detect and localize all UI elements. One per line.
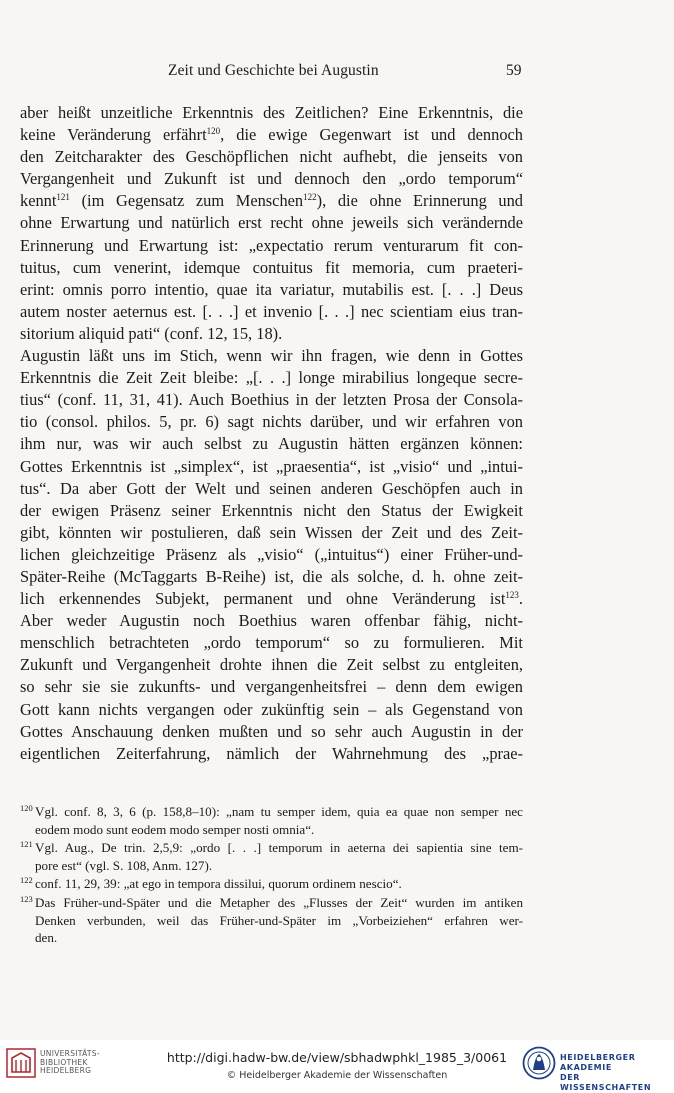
footnote-number: 121 (20, 839, 33, 850)
text-line: Gott kann nichts vergangen oder zukünftig sein – als Gegenstand von (20, 699, 523, 719)
footnote-reference: 120 (206, 126, 221, 137)
text-line: Augustin läßt uns im Stich, wenn wir ihn fragen, wie denn in Gottes (20, 346, 523, 366)
page-number: 59 (506, 62, 522, 79)
footnote-line: pore est“ (vgl. S. 108, Anm. 127). (35, 857, 213, 873)
running-head: Zeit und Geschichte bei Augustin (168, 62, 379, 79)
text-line: erint: omnis porro intentio, quae ita variatur, mutabilis est. [. . .] Deus (20, 279, 523, 299)
footnote-number: 120 (20, 803, 33, 813)
footnote (20, 875, 523, 893)
text-line: gibt, könnten wir postulieren, daß sein Wissen der Zeit und des Zeit- (20, 522, 523, 542)
text-line: Später-Reihe (McTaggarts B-Reihe) ist, die als solche, d. h. ohne zeit- (20, 566, 523, 586)
text-line: so sehr sie sie zukunfts- und vergangenheitsfrei – denn dem ewigen (20, 677, 523, 697)
text-line: sitorium aliquid pati“ (conf. 12, 15, 18). (20, 323, 283, 343)
text-line: tus“. Da aber Gott der Welt und seinen anderen Geschöpfen auch in (20, 478, 523, 498)
academy-seal-icon (522, 1045, 556, 1081)
footnote-reference: 123 (505, 590, 519, 601)
text-line: menschlich betrachteten „ordo temporum“ so zu formulieren. Mit (20, 633, 523, 653)
footnote-reference: 122 (303, 192, 317, 203)
footnote-line: den. (35, 930, 58, 946)
footnote-number: 123 (20, 893, 33, 904)
text-line: Aber weder Augustin noch Boethius waren offenbar fähig, nicht- (20, 611, 523, 631)
text-line: aber heißt unzeitliche Erkenntnis des Zeitlichen? Eine Erkenntnis, die (20, 103, 523, 122)
university-library-logo-text: UNIVERSITÄTS- BIBLIOTHEK HEIDELBERG (40, 1049, 100, 1075)
footnotes (20, 803, 523, 948)
academy-logo-text: HEIDELBERGER AKADEMIE DER WISSENSCHAFTEN (560, 1053, 652, 1092)
text-line: Erinnerung und Erwartung ist: „expectatio rerum venturarum fit con- (20, 235, 523, 255)
footnote-line: Vgl. Aug., De trin. 2,5,9: „ordo [. . .] temporum in aeterna dei sapientia sine tem- (35, 840, 523, 856)
text-line: ohne Erwartung und natürlich erst recht ohne jeweils sich verändernde (20, 213, 523, 233)
text-line: Vergangenheit und Zukunft ist und dennoch den „ordo temporum“ (20, 169, 523, 189)
text-line: tuitus, cum venerint, idemque contuitus fit memoria, cum praeteri- (20, 257, 523, 277)
text-line: der ewigen Präsenz seiner Erkenntnis nicht den Status der Ewigkeit (20, 500, 523, 520)
viewer-footer (0, 1040, 674, 1092)
text-line: lichen gleichzeitige Präsenz als „visio“ („intuitus“) einer Früher-und- (20, 544, 523, 564)
text-line: keine Veränderung erfährt$^{120}$, die ewige Gegenwart ist und dennoch (20, 125, 523, 145)
text-line: tio (consol. philos. 5, pr. 6) sagt nichts darüber, und wir erfahren von (20, 412, 523, 432)
footnote-line: eodem modo sunt eodem modo semper nosti omnia“. (35, 821, 315, 837)
text-line: den Zeitcharakter des Geschöpflichen nicht aufhebt, die jenseits von (20, 147, 523, 167)
text-line: autem noster aeternus est. [. . .] et invenio [. . .] nec scientiam eius tran- (20, 301, 523, 321)
text-line: Erkenntnis die Zeit Zeit bleibe: „[. . .] longe mirabilius longeque secre- (20, 368, 523, 388)
footnote-line: Denken verbunden, weil das Früher-und-Später im „Vorbeiziehen“ erfahren wer- (35, 912, 523, 928)
footnote (20, 839, 523, 874)
footnote-line: Vgl. conf. 8, 3, 6 (p. 158,8–10): „nam tu semper idem, quia ea quae non semper nec (35, 804, 523, 819)
text-line: Gottes Anschauung denken mußten und so sehr auch Augustin in der (20, 721, 523, 741)
text-line: eigentlichen Zeiterfahrung, nämlich der Wahrnehmung des „prae- (20, 743, 523, 763)
footnote-number: 122 (20, 875, 33, 886)
text-line: Zukunft und Vergangenheit drohte ihnen die Zeit selbst zu entgleiten, (20, 655, 523, 675)
footnote-reference: 121 (56, 192, 70, 203)
body-text (20, 102, 523, 765)
text-line: Gottes Erkenntnis ist „simplex“, ist „praesentia“, ist „visio“ und „intui- (20, 456, 523, 476)
footnote-line: conf. 11, 29, 39: „at ego in tempora dissilui, quorum ordinem nescio“. (35, 876, 402, 892)
text-line: lich erkennendes Subjekt, permanent und ohne Veränderung ist$^{123}$. (20, 589, 523, 609)
copyright-notice: © Heidelberger Akademie der Wissenschaften (226, 1070, 448, 1081)
text-line: ihm nur, was wir auch selbst zu Augustin hätten ergänzen können: (20, 434, 523, 454)
footnote (20, 894, 523, 947)
footnote-line: Das Früher-und-Später und die Metapher des „Flusses der Zeit“ wurden im antiken (35, 894, 523, 910)
text-line: kennt$^{121}$ (im Gegensatz zum Menschen$^{122}$), die ohne Erinnerung und (20, 191, 524, 211)
footnote (20, 803, 523, 838)
text-line: tius“ (conf. 11, 31, 41). Auch Boethius in der letzten Prosa der Consola- (20, 390, 523, 410)
permalink-url[interactable]: http://digi.hadw-bw.de/view/sbhadwphkl_1985_3/0061 (166, 1050, 508, 1065)
